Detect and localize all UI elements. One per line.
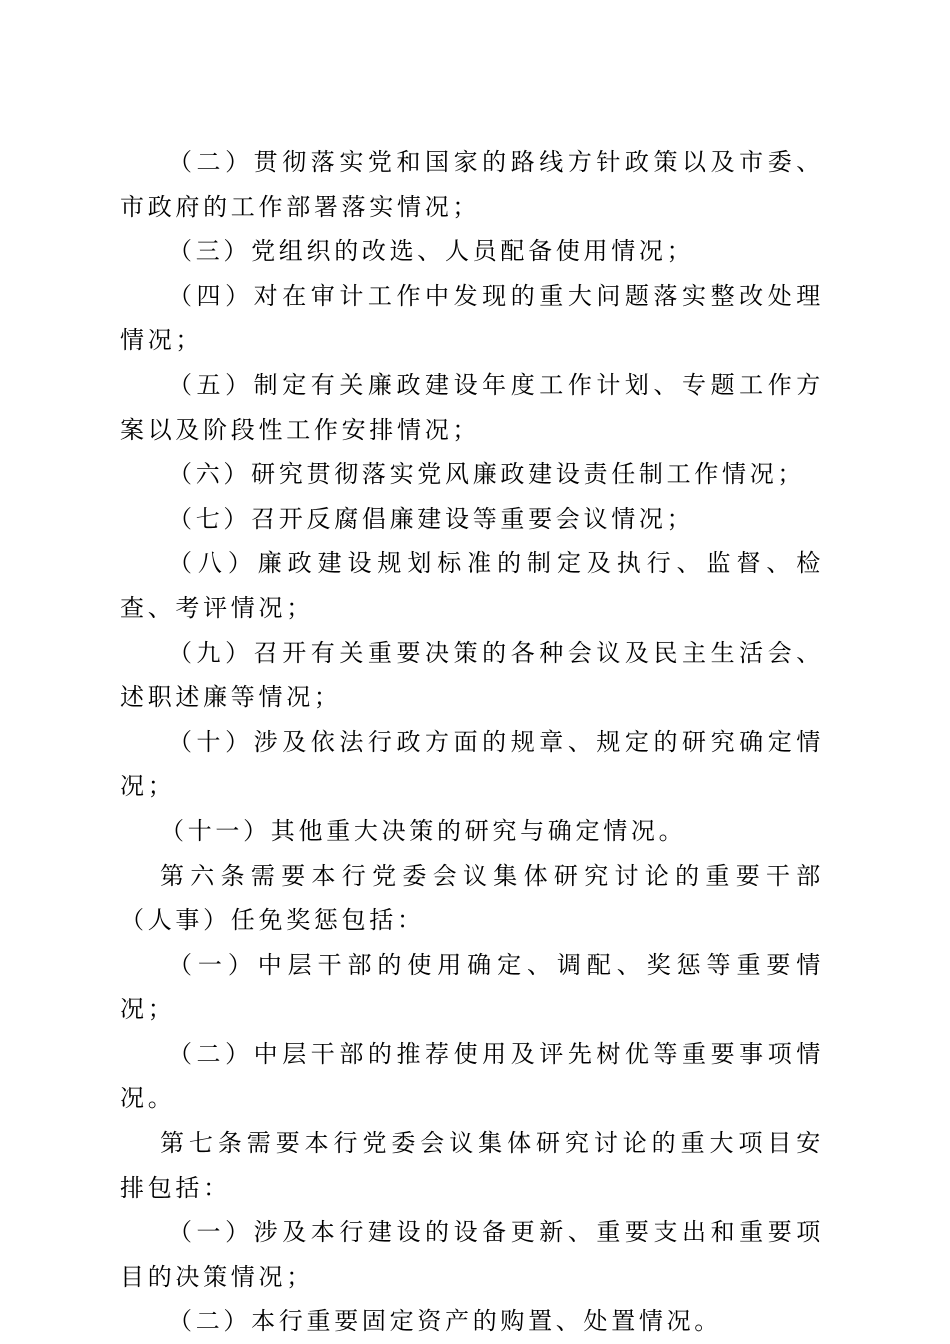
paragraph-item-7: （七）召开反腐倡廉建设等重要会议情况； [168, 504, 695, 533]
paragraph-item-5: （五）制定有关廉政建设年度工作计划、专题工作方案以及阶段性工作安排情况； [120, 370, 824, 444]
article-6-item-2: （二）中层干部的推荐使用及评先树优等重要事项情况。 [120, 1039, 824, 1113]
paragraph-item-2: （二）贯彻落实党和国家的路线方针政策以及市委、市政府的工作部署落实情况； [120, 148, 824, 221]
paragraph-item-4: （四）对在审计工作中发现的重大问题落实整改处理情况； [120, 281, 824, 355]
paragraph-item-11: （十一）其他重大决策的研究与确定情况。 [160, 816, 687, 845]
article-6-heading: 第六条需要本行党委会议集体研究讨论的重要干部（人事）任免奖惩包括： [120, 861, 824, 935]
article-6-item-1: （一）中层干部的使用确定、调配、奖惩等重要情况； [120, 950, 824, 1024]
article-7-item-1: （一）涉及本行建设的设备更新、重要支出和重要项目的决策情况； [120, 1218, 824, 1291]
document-body [120, 140, 824, 1344]
paragraph-item-6: （六）研究贯彻落实党风廉政建设责任制工作情况； [168, 460, 806, 489]
article-7-heading: 第七条需要本行党委会议集体研究讨论的重大项目安排包括： [120, 1129, 824, 1202]
article-7-item-2: （二）本行重要固定资产的购置、处置情况。 [168, 1307, 722, 1336]
paragraph-item-8: （八）廉政建设规划标准的制定及执行、监督、检查、考评情况； [120, 549, 824, 622]
paragraph-item-3: （三）党组织的改选、人员配备使用情况； [168, 237, 695, 266]
paragraph-item-10: （十）涉及依法行政方面的规章、规定的研究确定情况； [120, 727, 824, 801]
paragraph-item-9: （九）召开有关重要决策的各种会议及民主生活会、述职述廉等情况； [120, 638, 824, 712]
